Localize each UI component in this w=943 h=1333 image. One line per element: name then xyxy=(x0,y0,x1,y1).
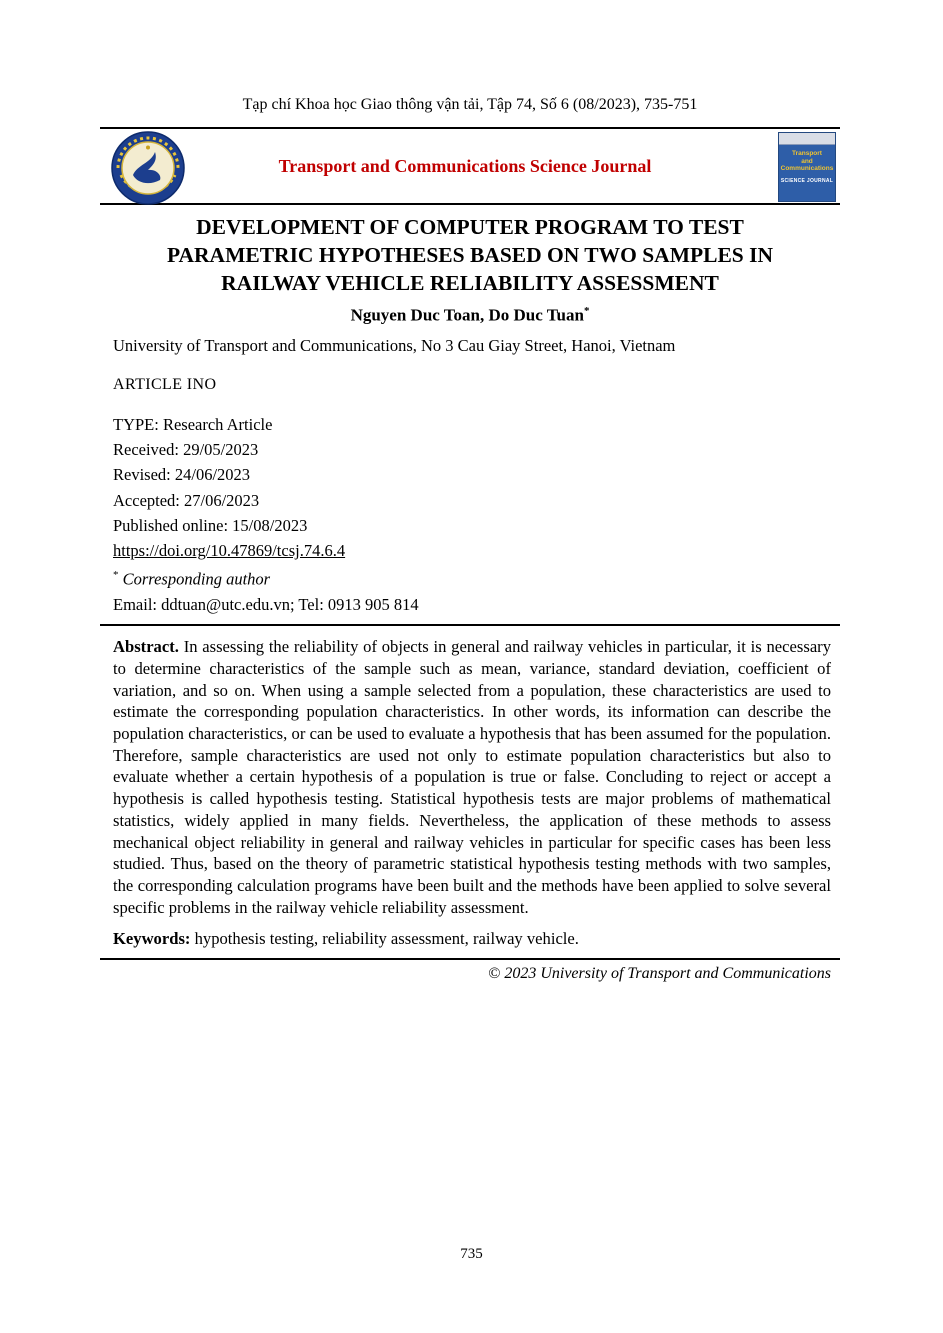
journal-header-line: Tạp chí Khoa học Giao thông vận tải, Tập 74, Số 6 (08/2023), 735-751 xyxy=(242,96,698,113)
title-line-1: DEVELOPMENT OF COMPUTER PROGRAM TO TEST xyxy=(196,215,744,239)
cover-line: Communications xyxy=(780,165,834,172)
separator-rule-footer xyxy=(100,958,840,960)
page-number: 735 xyxy=(460,1246,483,1262)
corresponding-author-mark: * xyxy=(113,569,119,582)
abstract-text: In assessing the reliability of objects in general and railway vehicles in particular, it is necessary to determine characteristics of the sample such as mean, variance, standard deviation, coefficient of variation, and so on. When using a sample selected from a population, these characteristics are used to estimate the corresponding population characteristics. In other words, its information can describe the population characteristics, or can be used to evaluate a hypothesis that has been assumed for the population. Therefore, sample characteristics are used not only to estimate population characteristics but also to evaluate whether a certain hypothesis of a population is true or false. Concluding to reject or accept a hypothesis is called hypothesis testing. Statistical hypothesis tests are major problems of mathematical statistics, widely applied in many fields. Nevertheless, the application of these methods to assess mechanical object reliability in general and railway vehicles in particular for specific cases has been less studied. Thus, based on the theory of parametric statistical hypothesis testing methods with two samples, the corresponding calculation programs have been built and the methods have been applied to solve several specific problems in the railway vehicle reliability assessment. xyxy=(113,637,832,917)
info-line-published: Published online: 15/08/2023 xyxy=(113,515,308,535)
journal-cover-thumbnail xyxy=(778,132,836,202)
corresponding-author-line xyxy=(113,565,840,590)
corresponding-author-mark: * xyxy=(583,305,590,317)
corresponding-author-note: Corresponding author xyxy=(122,569,271,589)
keywords-line xyxy=(100,929,840,949)
doi-line xyxy=(113,540,840,561)
article-info-block xyxy=(100,414,840,616)
abstract-label: Abstract. xyxy=(113,637,179,657)
cover-line: SCIENCE JOURNAL xyxy=(780,177,834,184)
cover-top-band xyxy=(779,133,835,145)
contact-line: Email: ddtuan@utc.edu.vn; Tel: 0913 905 814 xyxy=(113,595,419,615)
journal-name: Transport and Communications Science Journal xyxy=(278,156,652,176)
article-title xyxy=(100,213,840,297)
journal-banner xyxy=(100,127,840,205)
title-line-3: RAILWAY VEHICLE RELIABILITY ASSESSMENT xyxy=(221,271,719,295)
info-line-accepted: Accepted: 27/06/2023 xyxy=(113,490,260,510)
authors-line xyxy=(100,305,840,326)
cover-line: Transport xyxy=(792,150,822,157)
info-line-type: TYPE: Research Article xyxy=(113,414,273,434)
author-names: Nguyen Duc Toan, Do Duc Tuan xyxy=(350,305,584,325)
doi-link[interactable]: https://doi.org/10.47869/tcsj.74.6.4 xyxy=(113,541,346,561)
title-line-2: PARAMETRIC HYPOTHESES BASED ON TWO SAMPLES IN xyxy=(166,243,774,267)
keywords-text: hypothesis testing, reliability assessment, railway vehicle. xyxy=(194,929,579,949)
affiliation: University of Transport and Communications, No 3 Cau Giay Street, Hanoi, Vietnam xyxy=(113,335,676,355)
abstract-paragraph xyxy=(100,636,840,918)
cover-line: and xyxy=(801,157,813,165)
separator-rule-abstract xyxy=(100,624,840,626)
keywords-label: Keywords: xyxy=(113,929,191,949)
copyright-line: © 2023 University of Transport and Communications xyxy=(488,965,831,983)
page-content xyxy=(100,0,840,983)
cover-text xyxy=(779,145,835,184)
article-info-heading: ARTICLE INO xyxy=(113,375,217,393)
info-line-received: Received: 29/05/2023 xyxy=(113,439,259,459)
info-line-revised: Revised: 24/06/2023 xyxy=(113,465,251,485)
